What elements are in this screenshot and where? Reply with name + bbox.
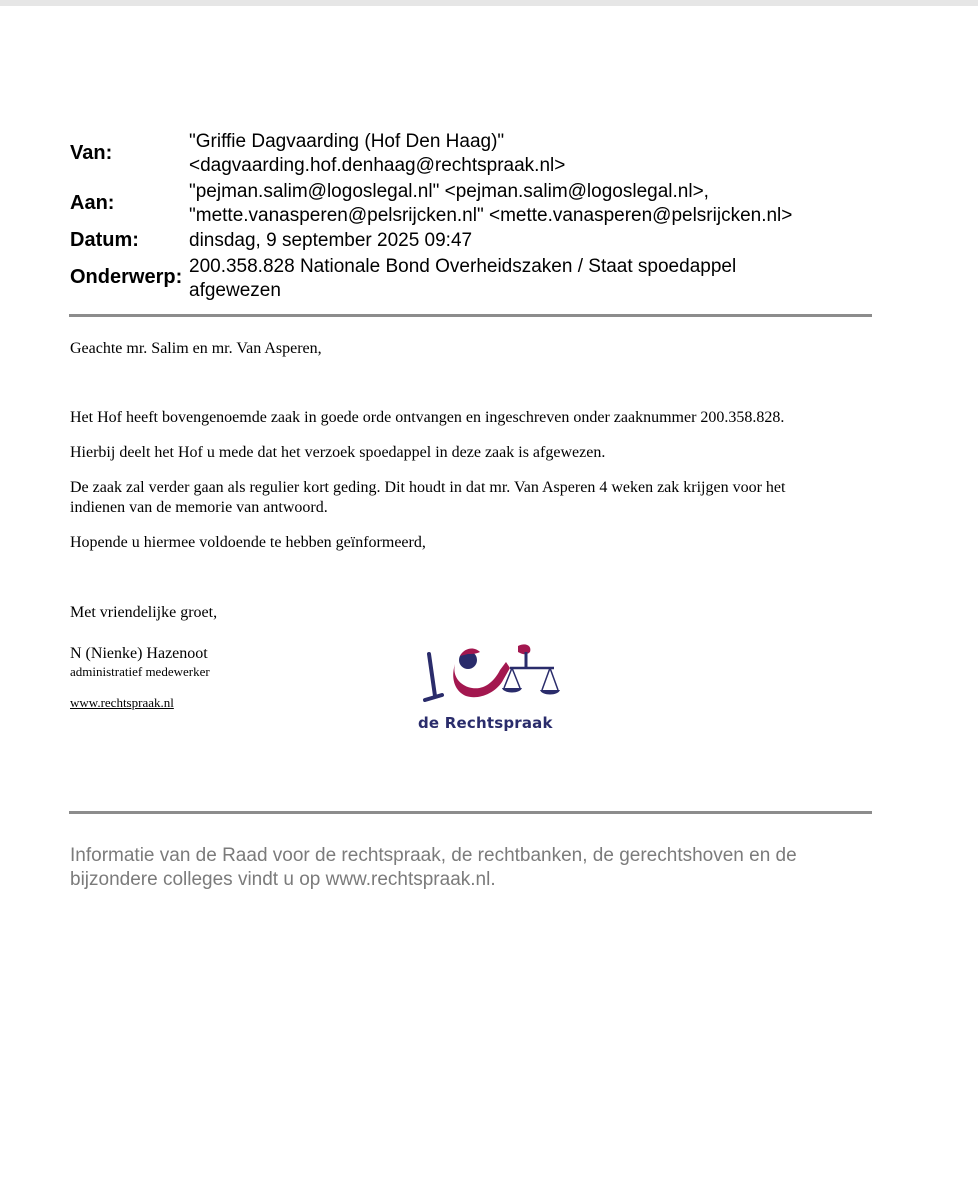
footer-info	[70, 844, 870, 892]
paragraph-3-line2: indienen van de memorie van antwoord.	[70, 499, 328, 516]
onderwerp-value	[189, 255, 870, 303]
top-bar	[0, 0, 978, 6]
van-value-line2: <dagvaarding.hof.denhaag@rechtspraak.nl>	[189, 155, 566, 176]
paragraph-3-line1: De zaak zal verder gaan als regulier kort geding. Dit houdt in dat mr. Van Asperen 4 weken zak krijgen voor het	[70, 479, 786, 496]
greeting	[70, 339, 870, 359]
van-label: Van:	[70, 142, 113, 164]
aan-label: Aan:	[70, 192, 115, 214]
datum-value: dinsdag, 9 september 2025 09:47	[189, 230, 473, 251]
van-value-line1: "Griffie Dagvaarding (Hof Den Haag)"	[189, 131, 505, 152]
datum-row	[70, 229, 870, 255]
website-link[interactable]: www.rechtspraak.nl	[70, 695, 174, 710]
logo-text: de Rechtspraak	[418, 714, 553, 732]
footer-divider	[69, 811, 872, 814]
rechtspraak-logo	[414, 640, 574, 740]
paragraph-1: Het Hof heeft bovengenoemde zaak in goede orde ontvangen en ingeschreven onder zaaknummer 200.358.828.	[70, 409, 785, 426]
footer-line2: bijzondere colleges vindt u op www.rechtspraak.nl.	[70, 869, 496, 890]
closing	[70, 603, 870, 623]
justitia-icon	[414, 640, 574, 712]
closing-text: Met vriendelijke groet,	[70, 604, 218, 621]
van-row	[70, 130, 870, 180]
onderwerp-row	[70, 255, 870, 303]
onderwerp-label: Onderwerp:	[70, 266, 183, 288]
aan-value-line1: "pejman.salim@logoslegal.nl" <pejman.salim@logoslegal.nl>,	[189, 181, 709, 202]
onderwerp-value-line2: afgewezen	[189, 280, 281, 301]
van-value	[189, 130, 870, 178]
datum-label: Datum:	[70, 229, 139, 251]
signature-name: N (Nienke) Hazenoot	[70, 645, 208, 662]
aan-value	[189, 180, 870, 228]
email-header	[70, 130, 870, 303]
aan-value-line2: "mette.vanasperen@pelsrijcken.nl" <mette.vanasperen@pelsrijcken.nl>	[189, 205, 793, 226]
onderwerp-value-line1: 200.358.828 Nationale Bond Overheidszaken / Staat spoedappel	[189, 256, 737, 277]
header-divider	[69, 314, 872, 317]
greeting-text: Geachte mr. Salim en mr. Van Asperen,	[70, 340, 322, 357]
paragraph-2: Hierbij deelt het Hof u mede dat het verzoek spoedappel in deze zaak is afgewezen.	[70, 444, 606, 461]
aan-row	[70, 180, 870, 229]
footer-line1: Informatie van de Raad voor de rechtspraak, de rechtbanken, de gerechtshoven en de	[70, 845, 797, 866]
message-body	[70, 408, 870, 553]
signature-title: administratief medewerker	[70, 664, 210, 679]
paragraph-4: Hopende u hiermee voldoende te hebben geïnformeerd,	[70, 534, 426, 551]
